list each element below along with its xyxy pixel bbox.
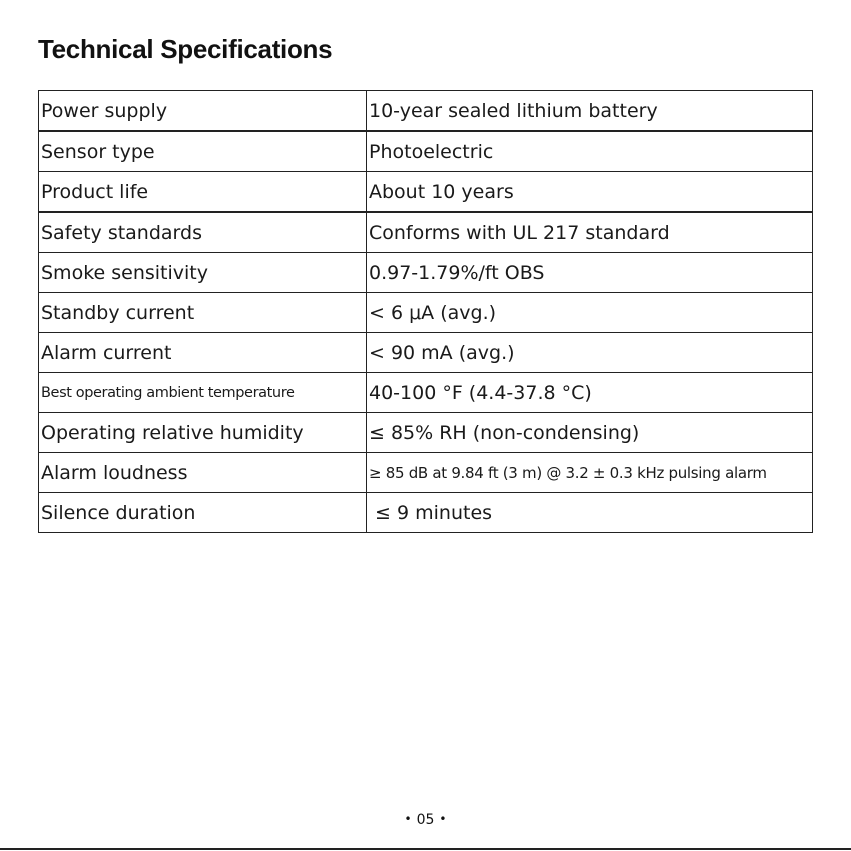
page-title: Technical Specifications	[38, 34, 333, 64]
table-row	[39, 172, 813, 213]
spec-value: 0.97-1.79%/ft OBS	[367, 253, 813, 293]
spec-label: Sensor type	[39, 131, 367, 172]
table-row	[39, 212, 813, 253]
spec-value: < 90 mA (avg.)	[367, 333, 813, 373]
spec-label: Operating relative humidity	[39, 413, 367, 453]
spec-label: Smoke sensitivity	[39, 253, 367, 293]
table-row	[39, 413, 813, 453]
spec-value: Conforms with UL 217 standard	[367, 212, 813, 253]
table-row	[39, 493, 813, 533]
spec-label: Safety standards	[39, 212, 367, 253]
spec-label: Alarm loudness	[39, 453, 367, 493]
spec-value: Photoelectric	[367, 131, 813, 172]
table-row	[39, 293, 813, 333]
bottom-divider	[0, 848, 851, 850]
spec-label: Standby current	[39, 293, 367, 333]
spec-value: < 6 μA (avg.)	[367, 293, 813, 333]
spec-value: 10-year sealed lithium battery	[367, 91, 813, 132]
specifications-table	[38, 90, 813, 533]
spec-label: Best operating ambient temperature	[39, 373, 367, 413]
table-row	[39, 453, 813, 493]
spec-label: Silence duration	[39, 493, 367, 533]
bullet-left: •	[404, 812, 412, 826]
spec-label: Power supply	[39, 91, 367, 132]
spec-value: 40-100 °F (4.4-37.8 °C)	[367, 373, 813, 413]
spec-value: ≥ 85 dB at 9.84 ft (3 m) @ 3.2 ± 0.3 kHz pulsing alarm	[367, 453, 813, 493]
bullet-right: •	[439, 812, 447, 826]
table-row	[39, 373, 813, 413]
spec-value: About 10 years	[367, 172, 813, 213]
table-row	[39, 253, 813, 293]
spec-value: ≤ 85% RH (non-condensing)	[367, 413, 813, 453]
spec-label: Product life	[39, 172, 367, 213]
table-row	[39, 333, 813, 373]
table-row	[39, 131, 813, 172]
page-footer	[0, 812, 851, 828]
page-number: 05	[416, 812, 435, 828]
spec-value: ≤ 9 minutes	[367, 493, 813, 533]
table-row	[39, 91, 813, 132]
spec-label: Alarm current	[39, 333, 367, 373]
